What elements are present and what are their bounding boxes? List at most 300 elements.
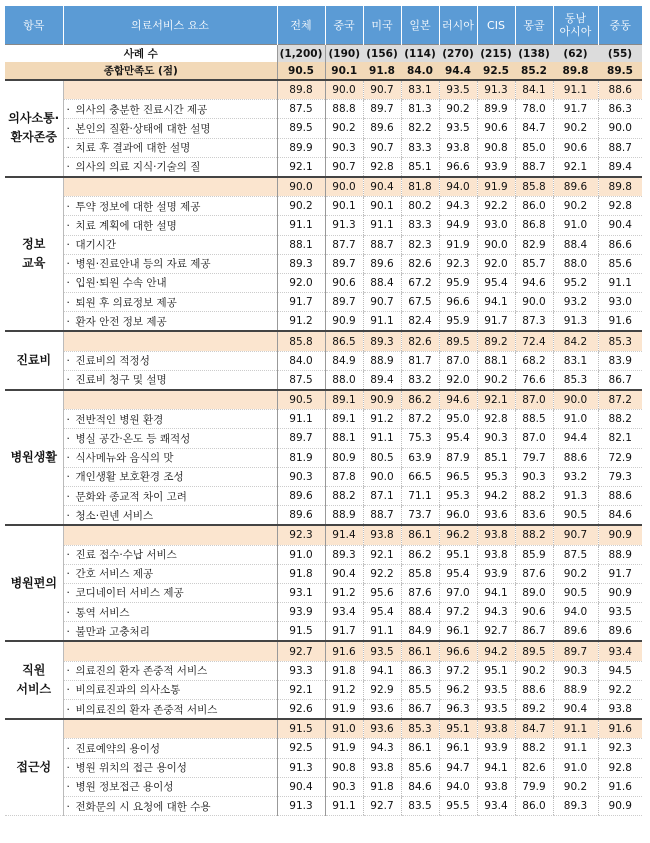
- bullet-icon: ·: [66, 703, 70, 716]
- item-value: 76.6: [515, 370, 553, 390]
- bullet-icon: ·: [66, 103, 70, 116]
- item-value: 82.6: [515, 758, 553, 777]
- item-value: 90.5: [553, 506, 598, 526]
- item-value: 96.6: [439, 157, 477, 177]
- item-value: 88.2: [515, 486, 553, 505]
- item-cell: [63, 545, 277, 564]
- item-value: 93.4: [325, 603, 363, 622]
- table-row: [5, 680, 642, 699]
- summary-value: 89.7: [553, 641, 598, 661]
- item-value: 84.6: [401, 777, 439, 796]
- bullet-icon: ·: [66, 490, 70, 503]
- item-value: 94.5: [598, 661, 642, 680]
- item-value: 86.7: [515, 622, 553, 642]
- item-label: 의료진의 환자 존중적 서비스: [75, 665, 208, 678]
- summary-value: 84.2: [553, 331, 598, 351]
- bullet-icon: ·: [66, 625, 70, 638]
- item-value: 92.0: [477, 254, 515, 273]
- item-value: 86.7: [401, 700, 439, 720]
- item-value: 90.0: [363, 467, 401, 486]
- table-row: [5, 119, 642, 138]
- item-value: 86.8: [515, 216, 553, 235]
- category-label: 진료비: [5, 331, 63, 390]
- overall-satisfaction-value: 90.5: [277, 62, 325, 80]
- item-value: 95.4: [477, 273, 515, 292]
- summary-value: 91.3: [477, 80, 515, 100]
- summary-spacer: [63, 177, 277, 197]
- item-value: 66.5: [401, 467, 439, 486]
- overall-satisfaction-value: 89.5: [598, 62, 642, 80]
- item-value: 88.4: [553, 235, 598, 254]
- bullet-icon: ·: [66, 142, 70, 155]
- item-value: 84.7: [515, 119, 553, 138]
- item-cell: [63, 583, 277, 602]
- item-cell: [63, 235, 277, 254]
- item-value: 91.6: [598, 312, 642, 332]
- item-label: 치료 후 결과에 대한 설명: [75, 142, 191, 155]
- item-cell: [63, 680, 277, 699]
- summary-value: 94.2: [477, 641, 515, 661]
- summary-value: 91.1: [553, 80, 598, 100]
- item-value: 82.9: [515, 235, 553, 254]
- bullet-icon: ·: [66, 413, 70, 426]
- item-value: 83.3: [401, 138, 439, 157]
- item-value: 95.3: [477, 467, 515, 486]
- item-value: 89.6: [363, 119, 401, 138]
- bullet-icon: ·: [66, 200, 70, 213]
- item-value: 90.9: [325, 312, 363, 332]
- item-label: 불만과 고충처리: [75, 625, 150, 638]
- table-row: [5, 293, 642, 312]
- summary-value: 94.0: [439, 177, 477, 197]
- item-value: 83.1: [553, 351, 598, 370]
- item-value: 89.6: [363, 254, 401, 273]
- summary-spacer: [63, 525, 277, 545]
- header-col-china: 중국: [325, 6, 363, 45]
- item-cell: [63, 197, 277, 216]
- item-cell: [63, 758, 277, 777]
- item-label: 코디네이터 서비스 제공: [75, 587, 184, 600]
- summary-value: 90.9: [598, 525, 642, 545]
- item-value: 80.5: [363, 448, 401, 467]
- item-cell: [63, 448, 277, 467]
- item-value: 92.1: [363, 545, 401, 564]
- item-value: 90.3: [477, 429, 515, 448]
- summary-value: 90.4: [363, 177, 401, 197]
- item-value: 90.0: [598, 119, 642, 138]
- summary-value: 84.1: [515, 80, 553, 100]
- item-value: 93.5: [477, 680, 515, 699]
- summary-value: 90.9: [363, 390, 401, 410]
- item-value: 91.1: [363, 622, 401, 642]
- item-value: 92.2: [598, 680, 642, 699]
- item-value: 90.2: [277, 197, 325, 216]
- table-row: [5, 138, 642, 157]
- item-value: 93.2: [553, 467, 598, 486]
- item-value: 87.7: [325, 235, 363, 254]
- summary-value: 90.7: [553, 525, 598, 545]
- summary-value: 90.7: [363, 80, 401, 100]
- summary-value: 93.5: [363, 641, 401, 661]
- item-value: 97.0: [439, 583, 477, 602]
- item-value: 94.3: [477, 603, 515, 622]
- item-value: 90.7: [325, 157, 363, 177]
- item-value: 91.2: [363, 410, 401, 429]
- group-summary-row: [5, 331, 642, 351]
- item-value: 88.1: [477, 351, 515, 370]
- table-row: [5, 506, 642, 526]
- item-value: 91.3: [553, 312, 598, 332]
- item-value: 96.1: [439, 739, 477, 758]
- item-label: 환자 안전 정보 제공: [75, 315, 167, 328]
- item-label: 청소·린넨 서비스: [75, 509, 154, 522]
- item-value: 79.7: [515, 448, 553, 467]
- table-row: [5, 467, 642, 486]
- item-value: 86.2: [401, 545, 439, 564]
- item-value: 86.7: [598, 370, 642, 390]
- item-value: 87.5: [553, 545, 598, 564]
- item-value: 90.2: [515, 661, 553, 680]
- item-value: 95.6: [363, 583, 401, 602]
- item-cell: [63, 254, 277, 273]
- item-value: 83.2: [401, 370, 439, 390]
- table-row: [5, 157, 642, 177]
- item-value: 95.4: [439, 564, 477, 583]
- summary-value: 86.1: [401, 641, 439, 661]
- item-value: 82.3: [401, 235, 439, 254]
- summary-value: 95.1: [439, 719, 477, 739]
- item-value: 67.2: [401, 273, 439, 292]
- item-value: 83.6: [515, 506, 553, 526]
- bullet-icon: ·: [66, 355, 70, 368]
- overall-satisfaction-value: 91.8: [363, 62, 401, 80]
- category-label: 병원생활: [5, 390, 63, 525]
- item-value: 91.0: [277, 545, 325, 564]
- item-value: 90.1: [363, 197, 401, 216]
- item-value: 87.0: [439, 351, 477, 370]
- item-value: 90.1: [325, 197, 363, 216]
- item-value: 93.6: [363, 700, 401, 720]
- summary-value: 87.0: [515, 390, 553, 410]
- item-value: 88.0: [553, 254, 598, 273]
- item-cell: [63, 119, 277, 138]
- item-value: 89.7: [363, 100, 401, 119]
- item-value: 87.8: [325, 467, 363, 486]
- summary-value: 92.3: [277, 525, 325, 545]
- item-value: 94.1: [477, 583, 515, 602]
- item-value: 85.6: [401, 758, 439, 777]
- summary-value: 90.0: [325, 80, 363, 100]
- item-label: 입원·퇴원 수속 안내: [75, 277, 167, 290]
- table-row: [5, 486, 642, 505]
- item-value: 92.2: [477, 197, 515, 216]
- item-value: 90.7: [363, 138, 401, 157]
- item-label: 진료비 청구 및 설명: [75, 374, 167, 387]
- item-value: 90.4: [277, 777, 325, 796]
- item-value: 91.7: [477, 312, 515, 332]
- item-value: 92.9: [363, 680, 401, 699]
- summary-value: 91.0: [325, 719, 363, 739]
- item-value: 82.4: [401, 312, 439, 332]
- summary-value: 72.4: [515, 331, 553, 351]
- item-value: 81.3: [401, 100, 439, 119]
- category-label: 의사소통· 환자존중: [5, 80, 63, 177]
- item-value: 85.8: [401, 564, 439, 583]
- item-value: 97.2: [439, 603, 477, 622]
- summary-value: 88.2: [515, 525, 553, 545]
- item-value: 87.5: [277, 370, 325, 390]
- summary-value: 94.6: [439, 390, 477, 410]
- item-value: 93.4: [477, 796, 515, 815]
- item-value: 92.0: [439, 370, 477, 390]
- bullet-icon: ·: [66, 374, 70, 387]
- case-count-value: (55): [598, 45, 642, 63]
- summary-spacer: [63, 641, 277, 661]
- item-label: 의사의 의료 지식·기술의 질: [75, 161, 201, 174]
- item-cell: [63, 622, 277, 642]
- item-value: 90.6: [553, 138, 598, 157]
- item-label: 전반적인 병원 환경: [75, 413, 164, 426]
- item-value: 91.3: [553, 486, 598, 505]
- item-value: 88.4: [363, 273, 401, 292]
- category-label: 병원편의: [5, 525, 63, 641]
- item-label: 병원 정보접근 용이성: [75, 781, 174, 794]
- header-col-total: 전체: [277, 6, 325, 45]
- summary-value: 90.0: [277, 177, 325, 197]
- item-value: 88.6: [598, 486, 642, 505]
- item-value: 96.3: [439, 700, 477, 720]
- table-row: [5, 758, 642, 777]
- summary-value: 93.5: [439, 80, 477, 100]
- item-label: 대기시간: [75, 239, 117, 252]
- item-value: 89.3: [277, 254, 325, 273]
- item-value: 88.9: [598, 545, 642, 564]
- item-value: 92.8: [598, 758, 642, 777]
- table-row: [5, 796, 642, 815]
- item-value: 89.0: [515, 583, 553, 602]
- item-value: 90.3: [277, 467, 325, 486]
- item-cell: [63, 564, 277, 583]
- overall-satisfaction-label: 종합만족도 (점): [5, 62, 277, 80]
- item-value: 89.6: [277, 506, 325, 526]
- item-value: 88.5: [515, 410, 553, 429]
- item-value: 94.0: [553, 603, 598, 622]
- item-value: 93.8: [598, 700, 642, 720]
- summary-value: 89.5: [515, 641, 553, 661]
- item-value: 94.1: [477, 293, 515, 312]
- item-cell: [63, 100, 277, 119]
- item-label: 간호 서비스 제공: [75, 568, 154, 581]
- item-value: 91.0: [553, 410, 598, 429]
- item-value: 91.2: [325, 583, 363, 602]
- item-value: 88.8: [325, 100, 363, 119]
- group-summary-row: [5, 525, 642, 545]
- group-summary-row: [5, 719, 642, 739]
- item-value: 89.9: [477, 100, 515, 119]
- item-value: 96.2: [439, 680, 477, 699]
- item-value: 92.1: [277, 680, 325, 699]
- table-row: [5, 777, 642, 796]
- item-value: 90.6: [477, 119, 515, 138]
- item-value: 85.6: [598, 254, 642, 273]
- table-row: [5, 564, 642, 583]
- item-value: 94.6: [515, 273, 553, 292]
- item-value: 93.0: [598, 293, 642, 312]
- item-value: 91.0: [553, 758, 598, 777]
- item-value: 90.3: [325, 138, 363, 157]
- item-value: 91.9: [439, 235, 477, 254]
- item-value: 91.1: [325, 796, 363, 815]
- bullet-icon: ·: [66, 452, 70, 465]
- item-value: 84.9: [325, 351, 363, 370]
- item-value: 88.1: [277, 235, 325, 254]
- item-label: 치료 계획에 대한 설명: [75, 219, 177, 232]
- item-value: 92.2: [363, 564, 401, 583]
- group-summary-row: [5, 80, 642, 100]
- item-value: 86.3: [598, 100, 642, 119]
- summary-value: 96.6: [439, 641, 477, 661]
- item-value: 95.4: [363, 603, 401, 622]
- item-value: 87.6: [515, 564, 553, 583]
- item-value: 87.6: [401, 583, 439, 602]
- item-value: 89.4: [363, 370, 401, 390]
- item-value: 96.5: [439, 467, 477, 486]
- summary-value: 92.1: [477, 390, 515, 410]
- item-value: 88.7: [598, 138, 642, 157]
- item-value: 88.2: [325, 486, 363, 505]
- item-cell: [63, 138, 277, 157]
- header-col-mongolia: 몽골: [515, 6, 553, 45]
- bullet-icon: ·: [66, 606, 70, 619]
- table-row: [5, 700, 642, 720]
- group-summary-row: [5, 390, 642, 410]
- item-value: 86.1: [401, 739, 439, 758]
- item-label: 문화와 종교적 차이 고려: [75, 490, 187, 503]
- item-value: 95.1: [439, 545, 477, 564]
- item-value: 91.3: [277, 758, 325, 777]
- bullet-icon: ·: [66, 549, 70, 562]
- item-cell: [63, 486, 277, 505]
- summary-value: 82.6: [401, 331, 439, 351]
- item-value: 91.2: [325, 680, 363, 699]
- item-value: 93.1: [277, 583, 325, 602]
- item-value: 89.5: [277, 119, 325, 138]
- satisfaction-table: [5, 6, 642, 816]
- item-cell: [63, 293, 277, 312]
- table-row: [5, 235, 642, 254]
- item-value: 90.0: [515, 293, 553, 312]
- item-value: 93.8: [439, 138, 477, 157]
- table-row: [5, 216, 642, 235]
- item-value: 93.9: [477, 739, 515, 758]
- bullet-icon: ·: [66, 122, 70, 135]
- case-count-value: (270): [439, 45, 477, 63]
- item-value: 90.4: [598, 216, 642, 235]
- summary-value: 90.5: [277, 390, 325, 410]
- item-value: 92.8: [477, 410, 515, 429]
- summary-value: 93.6: [363, 719, 401, 739]
- header-col-sea: 동남 아시아: [553, 6, 598, 45]
- table-row: [5, 448, 642, 467]
- item-value: 83.5: [401, 796, 439, 815]
- item-value: 91.6: [598, 777, 642, 796]
- header-element: 의료서비스 요소: [63, 6, 277, 45]
- group-summary-row: [5, 641, 642, 661]
- item-value: 89.6: [553, 622, 598, 642]
- table-row: [5, 370, 642, 390]
- item-cell: [63, 351, 277, 370]
- item-value: 89.1: [325, 410, 363, 429]
- bullet-icon: ·: [66, 239, 70, 252]
- item-value: 92.7: [363, 796, 401, 815]
- item-value: 88.0: [325, 370, 363, 390]
- item-value: 87.2: [401, 410, 439, 429]
- item-label: 비의료진의 환자 존중적 서비스: [75, 703, 218, 716]
- item-value: 91.8: [363, 777, 401, 796]
- item-value: 88.6: [515, 680, 553, 699]
- item-value: 72.9: [598, 448, 642, 467]
- item-label: 진료예약의 용이성: [75, 742, 160, 755]
- item-value: 63.9: [401, 448, 439, 467]
- table-row: [5, 661, 642, 680]
- overall-satisfaction-row: [5, 62, 642, 80]
- item-value: 89.7: [325, 254, 363, 273]
- item-value: 90.4: [325, 564, 363, 583]
- item-value: 90.9: [598, 583, 642, 602]
- item-value: 91.9: [325, 700, 363, 720]
- item-value: 94.2: [477, 486, 515, 505]
- summary-value: 93.8: [477, 525, 515, 545]
- item-value: 89.3: [325, 545, 363, 564]
- item-value: 91.2: [277, 312, 325, 332]
- item-value: 90.2: [325, 119, 363, 138]
- item-value: 86.0: [515, 796, 553, 815]
- header-col-cis: CIS: [477, 6, 515, 45]
- item-value: 92.5: [277, 739, 325, 758]
- item-value: 88.2: [515, 739, 553, 758]
- item-value: 90.2: [553, 197, 598, 216]
- summary-value: 96.2: [439, 525, 477, 545]
- summary-value: 86.2: [401, 390, 439, 410]
- item-value: 94.7: [439, 758, 477, 777]
- summary-value: 93.8: [363, 525, 401, 545]
- item-value: 97.2: [439, 661, 477, 680]
- summary-value: 90.0: [325, 177, 363, 197]
- item-label: 개인생활 보호환경 조성: [75, 471, 184, 484]
- item-value: 71.1: [401, 486, 439, 505]
- bullet-icon: ·: [66, 762, 70, 775]
- item-value: 90.9: [598, 796, 642, 815]
- case-count-value: (190): [325, 45, 363, 63]
- table-row: [5, 410, 642, 429]
- item-value: 93.5: [598, 603, 642, 622]
- item-cell: [63, 370, 277, 390]
- item-value: 84.6: [598, 506, 642, 526]
- item-value: 82.6: [401, 254, 439, 273]
- item-value: 90.5: [553, 583, 598, 602]
- item-value: 90.4: [553, 700, 598, 720]
- item-value: 93.2: [553, 293, 598, 312]
- item-label: 병실 공간·온도 등 쾌적성: [75, 432, 191, 445]
- item-value: 91.1: [363, 429, 401, 448]
- item-value: 90.2: [553, 564, 598, 583]
- overall-satisfaction-value: 90.1: [325, 62, 363, 80]
- item-value: 87.9: [439, 448, 477, 467]
- item-label: 식사메뉴와 음식의 맛: [75, 452, 174, 465]
- item-value: 91.8: [277, 564, 325, 583]
- item-value: 89.7: [325, 293, 363, 312]
- summary-value: 89.2: [477, 331, 515, 351]
